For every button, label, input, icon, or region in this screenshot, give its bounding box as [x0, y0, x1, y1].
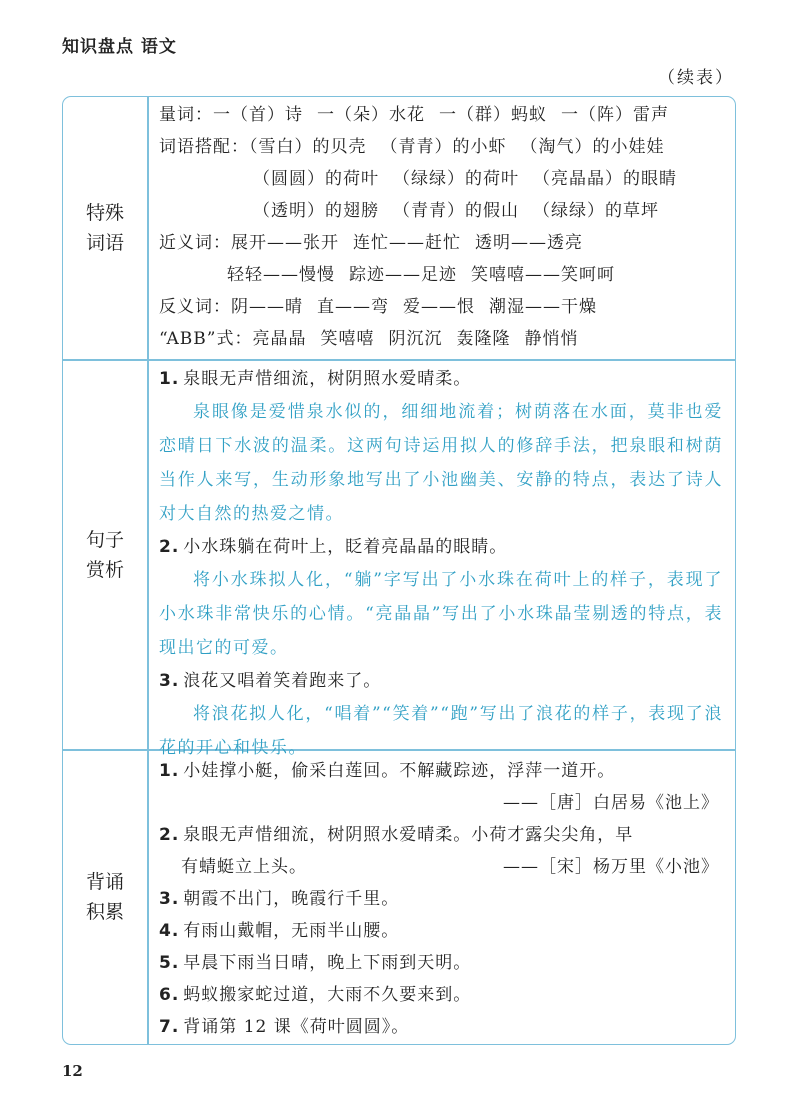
- word-item: 踪迹——足迹: [349, 265, 457, 285]
- word-item: 阴沉沉: [388, 329, 443, 349]
- category-label: 赏析: [85, 559, 124, 581]
- recitation-text: 背诵第 12 课《荷叶圆圆》。: [183, 1017, 410, 1037]
- word-item: （绿绿）的荷叶: [393, 169, 519, 189]
- category-special-words: [63, 198, 147, 258]
- recitation-item: [159, 755, 723, 787]
- word-item: 直——弯: [317, 297, 389, 317]
- category-recitation: [63, 867, 147, 927]
- item-number: 3.: [159, 671, 180, 691]
- word-item: （透明）的翅膀: [253, 201, 379, 221]
- synonym-line: [159, 259, 723, 291]
- recitation-content: [159, 755, 723, 1043]
- antonym-line: [159, 291, 723, 323]
- recitation-item: [159, 1011, 723, 1043]
- word-item: 轰隆隆: [456, 329, 511, 349]
- item-number: 7.: [159, 1017, 180, 1037]
- recitation-text: 早晨下雨当日晴，晚上下雨到天明。: [183, 953, 472, 973]
- word-item: 反义词：阴——晴: [159, 297, 303, 317]
- word-item: （绿绿）的草坪: [533, 201, 659, 221]
- item-number: 1.: [159, 761, 180, 781]
- recitation-item: [159, 979, 723, 1011]
- recitation-text: 有蜻蜓立上头。: [181, 857, 307, 877]
- continued-note: （续表）: [658, 68, 734, 88]
- sentence-text: 泉眼无声惜细流，树阴照水爱晴柔。: [183, 369, 472, 389]
- poem-source: [159, 787, 723, 819]
- category-label: 句子: [85, 529, 124, 551]
- item-number: 3.: [159, 889, 180, 909]
- measure-words-line: [159, 99, 723, 131]
- sentence-analysis: 将小水珠拟人化，“躺”字写出了小水珠在荷叶上的样子，表现了小水珠非常快乐的心情。“亮晶晶”写出了小水珠晶莹剔透的特点，表现出它的可爱。: [159, 570, 723, 658]
- word-item: “ABB”式：亮晶晶: [159, 329, 307, 349]
- word-item: 笑嘻嘻——笑呵呵: [471, 265, 615, 285]
- sentence-item: [159, 531, 723, 563]
- word-item: 连忙——赶忙: [353, 233, 461, 253]
- recitation-text: 蚂蚁搬家蛇过道，大雨不久要来到。: [183, 985, 472, 1005]
- recitation-item-continued: [159, 851, 723, 883]
- word-item: 笑嘻嘻: [320, 329, 375, 349]
- page-header: 知识盘点 语文: [62, 37, 177, 57]
- sentence-text: 小水珠躺在荷叶上，眨着亮晶晶的眼睛。: [183, 537, 508, 557]
- word-item: 轻轻——慢慢: [227, 265, 335, 285]
- recitation-item: [159, 883, 723, 915]
- word-item: （圆圆）的荷叶: [253, 169, 379, 189]
- sentence-analysis: 将浪花拟人化，“唱着”“笑着”“跑”写出了浪花的样子，表现了浪花的开心和快乐。: [159, 704, 723, 758]
- special-words-content: [159, 99, 723, 355]
- abb-line: [159, 323, 723, 355]
- knowledge-table: [62, 96, 736, 1045]
- word-item: 量词：一（首）诗: [159, 105, 303, 125]
- word-item: 近义词：展开——张开: [159, 233, 339, 253]
- item-number: 4.: [159, 921, 180, 941]
- category-label: 背诵: [85, 871, 124, 893]
- recitation-item: [159, 947, 723, 979]
- item-number: 6.: [159, 985, 180, 1005]
- word-item: （青青）的假山: [393, 201, 519, 221]
- word-item: 静悄悄: [524, 329, 579, 349]
- recitation-text: 朝霞不出门，晚霞行千里。: [183, 889, 400, 909]
- sentence-item: [159, 665, 723, 697]
- word-item: 词语搭配：（雪白）的贝壳: [159, 137, 367, 157]
- sentence-analysis: 泉眼像是爱惜泉水似的，细细地流着；树荫落在水面，莫非也爱恋晴日下水波的温柔。这两句诗运用拟人的修辞手法，把泉眼和树荫当作人来写，生动形象地写出了小池幽美、安静的特点，表达了诗人对大自然的热爱之情。: [159, 402, 723, 524]
- collocation-line: [159, 163, 723, 195]
- item-number: 2.: [159, 537, 180, 557]
- synonym-line: [159, 227, 723, 259]
- category-label: 特殊: [85, 202, 124, 224]
- word-item: 一（朵）水花: [317, 105, 425, 125]
- recitation-item: [159, 819, 723, 851]
- word-item: （淘气）的小娃娃: [520, 137, 665, 157]
- item-number: 1.: [159, 369, 180, 389]
- page-number: 12: [62, 1062, 83, 1080]
- recitation-text: 有雨山戴帽，无雨半山腰。: [183, 921, 400, 941]
- category-label: 积累: [85, 901, 124, 923]
- word-item: 爱——恨: [403, 297, 475, 317]
- recitation-text: 泉眼无声惜细流，树阴照水爱晴柔。小荷才露尖尖角，早: [183, 825, 634, 845]
- sentences-content: [159, 363, 723, 765]
- sentence-text: 浪花又唱着笑着跑来了。: [183, 671, 382, 691]
- sentence-item: [159, 363, 723, 395]
- item-number: 5.: [159, 953, 180, 973]
- source-text: ——［唐］白居易《池上》: [503, 793, 719, 813]
- word-item: （亮晶晶）的眼睛: [533, 169, 677, 189]
- category-label: 词语: [85, 232, 124, 254]
- word-item: 一（群）蚂蚁: [439, 105, 547, 125]
- row-divider: [63, 359, 735, 361]
- collocation-line: [159, 131, 723, 163]
- word-item: 潮湿——干燥: [489, 297, 597, 317]
- word-item: 一（阵）雷声: [561, 105, 669, 125]
- column-divider: [147, 97, 149, 1044]
- recitation-text: 小娃撑小艇，偷采白莲回。不解藏踪迹，浮萍一道开。: [183, 761, 616, 781]
- word-item: （青青）的小虾: [380, 137, 507, 157]
- category-sentences: [63, 525, 147, 585]
- recitation-item: [159, 915, 723, 947]
- source-text: ——［宋］杨万里《小池》: [503, 857, 719, 877]
- collocation-line: [159, 195, 723, 227]
- word-item: 透明——透亮: [475, 233, 583, 253]
- item-number: 2.: [159, 825, 180, 845]
